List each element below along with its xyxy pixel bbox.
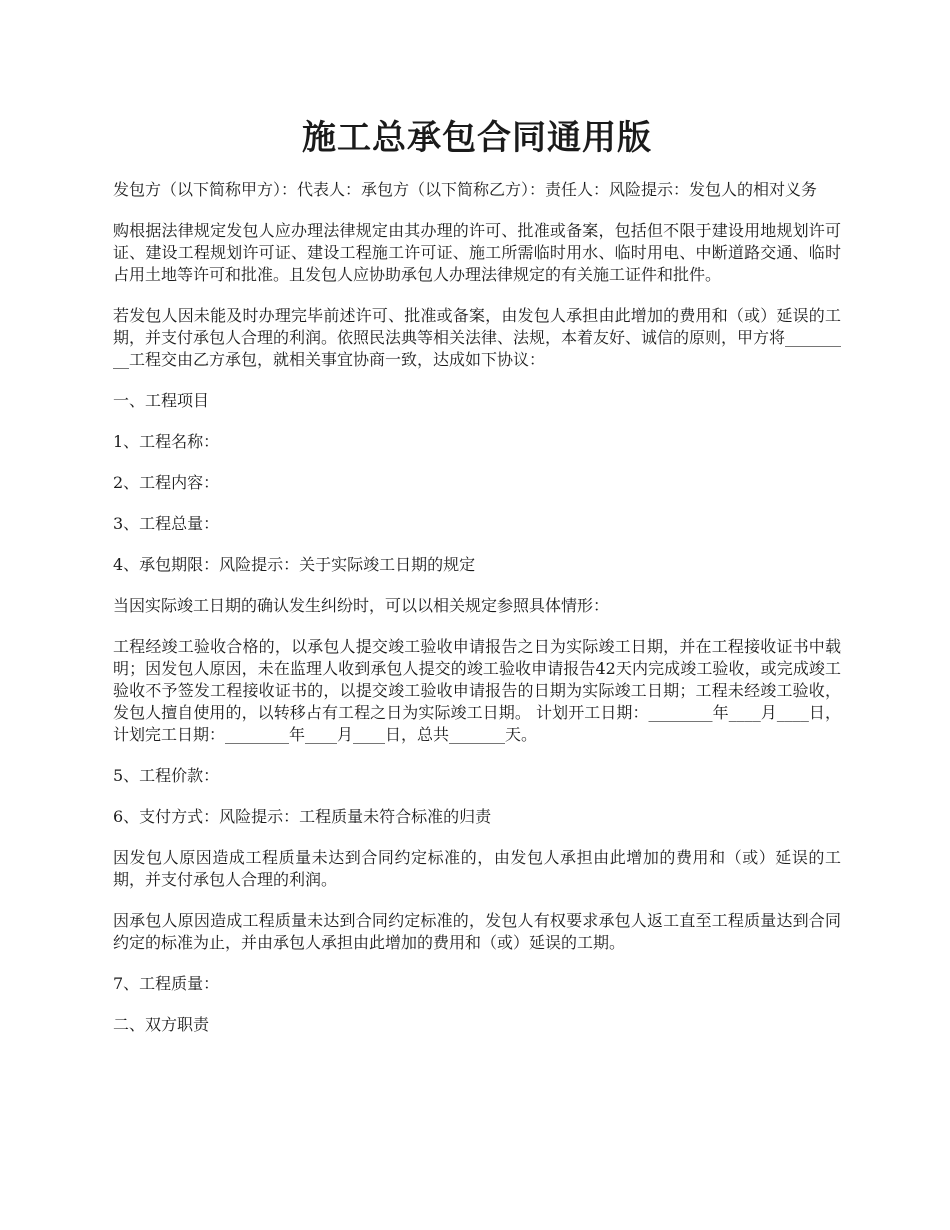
project-total-item: 3、工程总量： bbox=[113, 514, 220, 533]
project-content-item: 2、工程内容： bbox=[113, 473, 220, 492]
document-page bbox=[113, 0, 841, 1036]
document-title: 施工总承包合同通用版 bbox=[302, 118, 652, 158]
parties-paragraph: 发包方（以下简称甲方）：代表人：承包方（以下简称乙方）：责任人：风险提示：发包人的相对义务 bbox=[113, 180, 818, 199]
contract-term-item: 4、承包期限：风险提示：关于实际竣工日期的规定 bbox=[113, 555, 476, 574]
section-heading-duties: 二、双方职责 bbox=[113, 1015, 210, 1034]
project-name-item: 1、工程名称： bbox=[113, 432, 220, 451]
completion-date-paragraph: 工程经竣工验收合格的，以承包人提交竣工验收申请报告之日为实际竣工日期，并在工程接收证书中载明；因发包人原因，未在监理人收到承包人提交的竣工验收申请报告42天内完成竣工验收，或完成竣工验收不予签发工程接收证书的，以提交竣工验收申请报告的日期为实际竣工日期；工程未经竣工验收，发包人擅自使用的，以转移占有工程之日为实际竣工日期。 计划开工日期：________年____月____日，计划完工日期：________年____月____日，总共_______天。 bbox=[113, 637, 841, 744]
completion-date-intro: 当因实际竣工日期的确认发生纠纷时，可以以相关规定参照具体情形： bbox=[113, 596, 610, 615]
section-heading-project: 一、工程项目 bbox=[113, 391, 210, 410]
project-price-item: 5、工程价款： bbox=[113, 766, 220, 785]
permits-paragraph: 购根据法律规定发包人应办理法律规定由其办理的许可、批准或备案，包括但不限于建设用地规划许可证、建设工程规划许可证、建设工程施工许可证、施工所需临时用水、临时用电、中断道路交通、临时占用土地等许可和批准。且发包人应协助承包人办理法律规定的有关施工证件和批件。 bbox=[113, 221, 841, 284]
project-quality-item: 7、工程质量： bbox=[113, 974, 220, 993]
contractor-quality-paragraph: 因承包人原因造成工程质量未达到合同约定标准的，发包人有权要求承包人返工直至工程质量达到合同约定的标准为止，并由承包人承担由此增加的费用和（或）延误的工期。 bbox=[113, 911, 841, 952]
payment-method-item: 6、支付方式：风险提示：工程质量未符合标准的归责 bbox=[113, 807, 492, 826]
owner-quality-paragraph: 因发包人原因造成工程质量未达到合同约定标准的，由发包人承担由此增加的费用和（或）延误的工期，并支付承包人合理的利润。 bbox=[113, 848, 841, 889]
delay-agreement-paragraph: 若发包人因未能及时办理完毕前述许可、批准或备案，由发包人承担由此增加的费用和（或）延误的工期，并支付承包人合理的利润。依照民法典等相关法律、法规，本着友好、诚信的原则，甲方将_________工程交由乙方承包，就相关事宜协商一致，达成如下协议： bbox=[113, 306, 842, 369]
